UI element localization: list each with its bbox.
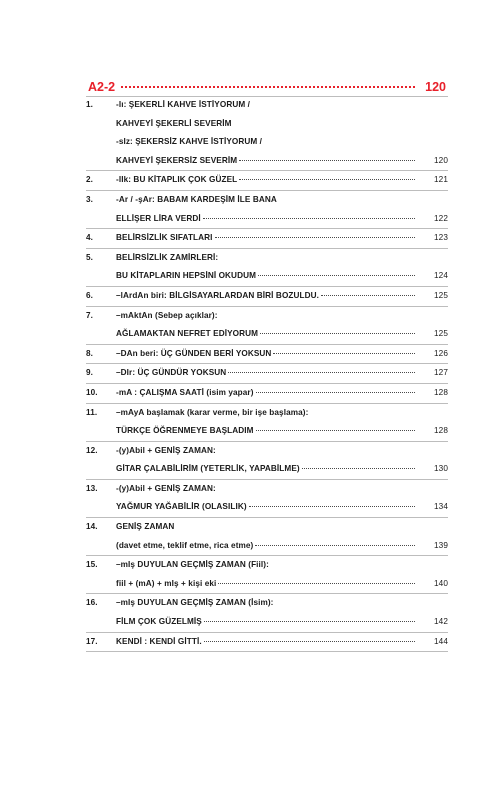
leader-dots: [204, 641, 415, 642]
toc-entry-text: –DIr: ÜÇ GÜNDÜR YOKSUN: [116, 368, 227, 378]
toc-entry[interactable]: [86, 249, 448, 287]
leader-dots: [256, 430, 415, 431]
toc-entry-text: GİTAR ÇALABİLİRİM (YETERLİK, YAPABİLME): [116, 464, 300, 474]
leader-dots: [203, 218, 415, 219]
toc-page-number: 128: [434, 387, 448, 397]
toc-entry-line: [86, 191, 448, 210]
leader-dots: [273, 353, 415, 354]
toc-entry[interactable]: [86, 191, 448, 229]
toc-entry-line: [86, 229, 448, 248]
toc-entry-number: 17.: [86, 636, 98, 646]
toc-entry-line: [86, 210, 448, 229]
toc-entry-line: [86, 518, 448, 537]
toc-entry-number: 9.: [86, 368, 94, 378]
toc-page-number: 121: [434, 175, 448, 185]
toc-page-number: 134: [434, 502, 448, 512]
toc-entry[interactable]: [86, 556, 448, 594]
toc-entry[interactable]: [86, 518, 448, 556]
toc-page-number: 130: [434, 464, 448, 474]
toc-entry-number: 13.: [86, 483, 98, 493]
toc-entry-text: -(y)Abil + GENİŞ ZAMAN:: [116, 445, 216, 455]
toc-entry-line: [86, 537, 448, 556]
toc-entry[interactable]: [86, 480, 448, 518]
toc-page-number: 123: [434, 233, 448, 243]
toc-entry-line: [86, 287, 448, 306]
toc-page-number: 127: [434, 368, 448, 378]
toc-entry-line: [86, 633, 448, 652]
section-header: [88, 80, 446, 96]
toc-entry[interactable]: [86, 287, 448, 307]
toc-page-number: 122: [434, 213, 448, 223]
toc-entry-text: -(y)Abil + GENİŞ ZAMAN:: [116, 483, 216, 493]
toc-entry-number: 5.: [86, 252, 94, 262]
toc-entry-text: –lArdAn biri: BİLGİSAYARLARDAN BİRİ BOZULDU.: [116, 290, 320, 300]
toc-entry-text: KAHVEYİ ŞEKERSİZ SEVERİM: [116, 155, 238, 165]
leader-dots: [218, 583, 415, 584]
toc-page-number: 139: [434, 540, 448, 550]
toc-entry-number: 6.: [86, 290, 94, 300]
toc-entry-line: [86, 613, 448, 632]
toc-entry-line: [86, 345, 448, 364]
leader-dots: [256, 392, 415, 393]
toc-entry-number: 1.: [86, 100, 94, 109]
toc-entry-number: 15.: [86, 560, 98, 570]
toc-entry-text: -mA : ÇALIŞMA SAATİ (isim yapar): [116, 387, 254, 397]
toc-entry-number: 14.: [86, 522, 98, 532]
toc-entry-text: BU KİTAPLARIN HEPSİNİ OKUDUM: [116, 271, 257, 281]
toc-entry[interactable]: [86, 96, 448, 171]
toc-entry-line: [86, 422, 448, 441]
toc-entry[interactable]: [86, 404, 448, 442]
toc-page-number: 140: [434, 578, 448, 588]
toc-entry-text: –mIş DUYULAN GEÇMİŞ ZAMAN (Fiil):: [116, 560, 269, 570]
toc-entry-number: 12.: [86, 445, 98, 455]
section-title: A2-2: [88, 80, 116, 94]
toc-entry-text: TÜRKÇE ÖĞRENMEYE BAŞLADIM: [116, 426, 254, 436]
toc-entry-line: [86, 325, 448, 344]
toc-page-number: 126: [434, 348, 448, 358]
toc-entry-number: 8.: [86, 348, 94, 358]
toc-entry-text: -Ar / -şAr: BABAM KARDEŞİM İLE BANA: [116, 194, 277, 204]
toc-entry-text: –mAktAn (Sebep açıklar):: [116, 310, 218, 320]
toc-entry-text: -lIk: BU KİTAPLIK ÇOK GÜZEL: [116, 175, 238, 185]
toc-entry-line: [86, 115, 448, 134]
toc-entry-number: 2.: [86, 175, 94, 185]
toc-entry-line: [86, 575, 448, 594]
toc-entry[interactable]: [86, 384, 448, 404]
toc-entry-line: [86, 96, 448, 115]
toc-entry-text: ELLİŞER LİRA VERDİ: [116, 213, 201, 223]
toc-entry-line: [86, 171, 448, 190]
leader-dots: [255, 545, 415, 546]
toc-entry-text: BELİRSİZLİK ZAMİRLERİ:: [116, 252, 219, 262]
toc-entry-line: [86, 249, 448, 268]
toc-page-number: 128: [434, 426, 448, 436]
toc-entry-line: [86, 133, 448, 152]
toc-entry-line: [86, 307, 448, 326]
toc-entry-line: [86, 498, 448, 517]
toc-entry-line: [86, 152, 448, 171]
toc-entry-number: 3.: [86, 194, 94, 204]
toc-entry-line: [86, 556, 448, 575]
toc-entry-line: [86, 442, 448, 461]
toc-entry[interactable]: [86, 442, 448, 480]
toc-entry-number: 7.: [86, 310, 94, 320]
leader-dots: [321, 295, 415, 296]
toc-entry-number: 10.: [86, 387, 98, 397]
leader-dots: [249, 506, 415, 507]
toc-entry-text: FİLM ÇOK GÜZELMİŞ: [116, 617, 202, 627]
toc-entry-text: -sIz: ŞEKERSİZ KAHVE İSTİYORUM /: [116, 137, 263, 147]
toc-entry[interactable]: [86, 345, 448, 365]
toc-entry-text: YAĞMUR YAĞABİLİR (OLASILIK): [116, 502, 247, 512]
toc-page-number: 124: [434, 271, 448, 281]
toc-entry-line: [86, 460, 448, 479]
toc-entry[interactable]: [86, 171, 448, 191]
toc-page-number: 144: [434, 636, 448, 646]
toc-list: [86, 96, 448, 652]
toc-entry-number: 16.: [86, 598, 98, 608]
toc-entry-text: –mIş DUYULAN GEÇMİŞ ZAMAN (İsim):: [116, 598, 274, 608]
toc-entry-text: BELİRSİZLİK SIFATLARI: [116, 233, 213, 243]
toc-page-number: 142: [434, 617, 448, 627]
leader-dots: [302, 468, 415, 469]
toc-entry[interactable]: [86, 229, 448, 249]
toc-entry-line: [86, 364, 448, 383]
toc-entry-text: KAHVEYİ ŞEKERLİ SEVERİM: [116, 118, 232, 128]
toc-entry-text: –mAyA başlamak (karar verme, bir işe başlama):: [116, 407, 309, 417]
leader-dots: [204, 621, 415, 622]
toc-entry-line: [86, 404, 448, 423]
toc-entry-line: [86, 384, 448, 403]
toc-entry[interactable]: [86, 364, 448, 384]
leader-dots: [215, 237, 415, 238]
leader-dots: [260, 333, 415, 334]
toc-entry-text: fiil + (mA) + mIş + kişi eki: [116, 578, 217, 588]
toc-entry-text: (davet etme, teklif etme, rica etme): [116, 540, 254, 550]
toc-entry-number: 11.: [86, 407, 98, 417]
section-page-number: 120: [425, 80, 446, 94]
toc-entry[interactable]: [86, 633, 448, 653]
toc-entry-text: KENDİ : KENDİ GİTTİ.: [116, 636, 202, 646]
toc-entry[interactable]: [86, 307, 448, 345]
toc-entry-text: -lı: ŞEKERLİ KAHVE İSTİYORUM /: [116, 100, 251, 109]
toc-page-number: 125: [434, 290, 448, 300]
toc-entry-number: 4.: [86, 233, 94, 243]
leader-dots: [258, 275, 415, 276]
toc-entry-text: GENİŞ ZAMAN: [116, 522, 175, 532]
toc-entry-line: [86, 594, 448, 613]
leader-dots: [239, 179, 415, 180]
toc-entry-line: [86, 480, 448, 499]
leader-dots: [228, 372, 415, 373]
toc-page-number: 120: [434, 155, 448, 165]
leader-dots: [239, 160, 415, 161]
toc-entry-line: [86, 267, 448, 286]
toc-entry-text: –DAn beri: ÜÇ GÜNDEN BERİ YOKSUN: [116, 348, 272, 358]
toc-entry[interactable]: [86, 594, 448, 632]
toc-entry-text: AĞLAMAKTAN NEFRET EDİYORUM: [116, 329, 259, 339]
header-leader-dots: [121, 86, 415, 88]
toc-page-number: 125: [434, 329, 448, 339]
